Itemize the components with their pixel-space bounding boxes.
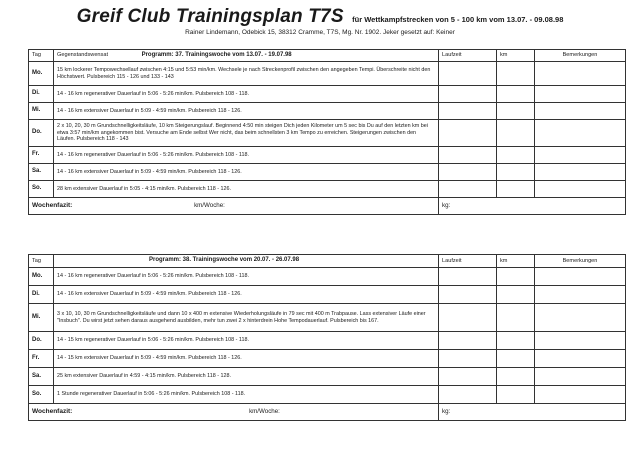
remarks-cell[interactable] [535,386,626,404]
table-row [29,268,626,286]
km-cell[interactable] [497,103,535,120]
col-header-program [54,255,439,268]
day-cell: Di. [29,286,54,304]
day-cell: So. [29,386,54,404]
remarks-cell[interactable] [535,368,626,386]
col-header-remarks: Bemerkungen [535,255,626,268]
km-cell[interactable] [497,304,535,332]
remarks-cell[interactable] [535,268,626,286]
col-header-entry: Gegenstandswensat [57,51,108,58]
weight-label: kg: [442,408,451,416]
week-summary-cell [29,404,439,421]
remarks-cell[interactable] [535,181,626,198]
km-cell[interactable] [497,332,535,350]
day-cell: Sa. [29,368,54,386]
day-cell: Sa. [29,164,54,181]
table-row [29,181,626,198]
workout-cell: 15 km lockerer Tempowechsellauf zwischen 4:15 und 5:53 min/km. Wechsele je nach Streckenprofil zwischen den angegeben Tempi. Überschreite nicht den Höchstwert. Pulsbereich 115 - 126 und 133 - 143 [54,62,439,86]
km-cell[interactable] [497,386,535,404]
table-row [29,103,626,120]
day-cell: Mi. [29,103,54,120]
table-row [29,332,626,350]
remarks-cell[interactable] [535,147,626,164]
table-row [29,120,626,147]
day-cell: So. [29,181,54,198]
weight-label: kg: [442,202,451,210]
table-row [29,386,626,404]
table-row [29,368,626,386]
km-per-week-label: km/Woche: [249,407,280,415]
day-cell: Di. [29,86,54,103]
week-summary-row [29,404,626,421]
col-header-day: Tag [29,50,54,62]
laufzeit-cell[interactable] [439,368,497,386]
workout-cell: 14 - 16 km regenerativer Dauerlauf in 5:06 - 5:26 min/km. Pulsbereich 108 - 118. [54,86,439,103]
week-summary-label: Wochenfazit: [32,201,73,209]
col-header-km: km [497,50,535,62]
plan-title: Greif Club Trainingsplan T7S [76,6,344,27]
weight-cell[interactable] [439,404,626,421]
laufzeit-cell[interactable] [439,268,497,286]
col-header-laufzeit: Laufzeit [439,255,497,268]
workout-cell: 14 - 16 km extensiver Dauerlauf in 5:09 - 4:59 min/km. Pulsbereich 118 - 126. [54,164,439,181]
workout-cell: 14 - 15 km regenerativer Dauerlauf in 5:06 - 5:26 min/km. Pulsbereich 108 - 118. [54,332,439,350]
table-row [29,350,626,368]
laufzeit-cell[interactable] [439,147,497,164]
workout-cell: 14 - 15 km extensiver Dauerlauf in 5:09 - 4:59 min/km. Pulsbereich 118 - 126. [54,350,439,368]
remarks-cell[interactable] [535,62,626,86]
laufzeit-cell[interactable] [439,304,497,332]
col-header-km: km [497,255,535,268]
day-cell: Do. [29,120,54,147]
workout-cell: 25 km extensiver Dauerlauf in 4:59 - 4:15 min/km. Pulsbereich 118 - 128. [54,368,439,386]
table-row [29,164,626,181]
day-cell: Do. [29,332,54,350]
laufzeit-cell[interactable] [439,286,497,304]
remarks-cell[interactable] [535,332,626,350]
remarks-cell[interactable] [535,286,626,304]
laufzeit-cell[interactable] [439,103,497,120]
km-cell[interactable] [497,286,535,304]
laufzeit-cell[interactable] [439,62,497,86]
week-table-2 [28,254,626,421]
workout-cell: 14 - 16 km regenerativer Dauerlauf in 5:06 - 5:26 min/km. Pulsbereich 108 - 118. [54,147,439,164]
km-cell[interactable] [497,62,535,86]
program-title: Programm: 37. Trainingswoche vom 13.07. - 19.07.98 [141,51,292,58]
table-row [29,304,626,332]
laufzeit-cell[interactable] [439,181,497,198]
remarks-cell[interactable] [535,103,626,120]
remarks-cell[interactable] [535,164,626,181]
workout-cell: 2 x 10, 20, 30 m Grundschnelligkeitsläufe, 10 km Steigerungslauf. Beginnend 4:50 min steigen Dich jeden Kilometer um 5 sec bis Du auf den letzten km bei etwa 3:57 min/km angekommen bist. Versuche am Ende selbst Wer nicht, das beim schnellsten 3 km Tempo zu erreichen. Steigerungen zwischen den Läufen. Pulsbereich 118 - 143 [54,120,439,147]
km-cell[interactable] [497,368,535,386]
km-cell[interactable] [497,147,535,164]
day-cell: Mo. [29,268,54,286]
col-header-day: Tag [29,255,54,268]
week-summary-label: Wochenfazit: [32,407,73,415]
km-per-week-label: km/Woche: [194,201,225,209]
laufzeit-cell[interactable] [439,350,497,368]
program-title: Programm: 38. Trainingswoche vom 20.07. - 26.07.98 [149,257,300,264]
table-row [29,62,626,86]
table-row [29,286,626,304]
week-table-1 [28,49,626,215]
workout-cell: 28 km extensiver Dauerlauf in 5:05 - 4:15 min/km. Pulsbereich 118 - 126. [54,181,439,198]
day-cell: Mi. [29,304,54,332]
day-cell: Mo. [29,62,54,86]
remarks-cell[interactable] [535,86,626,103]
laufzeit-cell[interactable] [439,86,497,103]
table-row [29,147,626,164]
workout-cell: 14 - 16 km extensiver Dauerlauf in 5:09 - 4:59 min/km. Pulsbereich 118 - 126. [54,103,439,120]
page-header [0,6,640,36]
remarks-cell[interactable] [535,350,626,368]
workout-cell: 14 - 16 km extensiver Dauerlauf in 5:09 - 4:59 min/km. Pulsbereich 118 - 126. [54,286,439,304]
laufzeit-cell[interactable] [439,332,497,350]
plan-subtitle: für Wettkampfstrecken von 5 - 100 km vom 13.07. - 09.08.98 [352,15,564,24]
athlete-address: Rainer Lindemann, Odebick 15, 38312 Cramme, T7S, Mg. Nr. 1902. Jeker gesetzt auf: Keiner [185,29,455,36]
laufzeit-cell[interactable] [439,164,497,181]
week-summary-row [29,198,626,215]
workout-cell: 14 - 16 km regenerativer Dauerlauf in 5:06 - 5:26 min/km. Pulsbereich 108 - 118. [54,268,439,286]
km-cell[interactable] [497,268,535,286]
km-cell[interactable] [497,164,535,181]
col-header-remarks: Bemerkungen [535,50,626,62]
col-header-program [54,50,439,62]
day-cell: Fr. [29,350,54,368]
laufzeit-cell[interactable] [439,120,497,147]
col-header-laufzeit: Laufzeit [439,50,497,62]
km-cell[interactable] [497,86,535,103]
remarks-cell[interactable] [535,120,626,147]
remarks-cell[interactable] [535,304,626,332]
table-row [29,86,626,103]
weight-cell[interactable] [439,198,626,215]
workout-cell: 1 Stunde regenerativer Dauerlauf in 5:06 - 5:26 min/km. Pulsbereich 108 - 118. [54,386,439,404]
km-cell[interactable] [497,120,535,147]
week-summary-cell [29,198,439,215]
workout-cell: 3 x 10, 10, 30 m Grundschnelligkeitsläufe und dann 10 x 400 m extensive Wiederholungsläufe in 79 sec mit 400 m Trabpause. Lass extensiver Läufe einer "Insbuch". Du wirst jetzt sehen daraus ausgehend ausbilden, mehr tun zwei 2 x hinterdrein Hohe Tempodauerlauf. Pulsbereich bis 167. [54,304,439,332]
km-cell[interactable] [497,350,535,368]
laufzeit-cell[interactable] [439,386,497,404]
km-cell[interactable] [497,181,535,198]
day-cell: Fr. [29,147,54,164]
